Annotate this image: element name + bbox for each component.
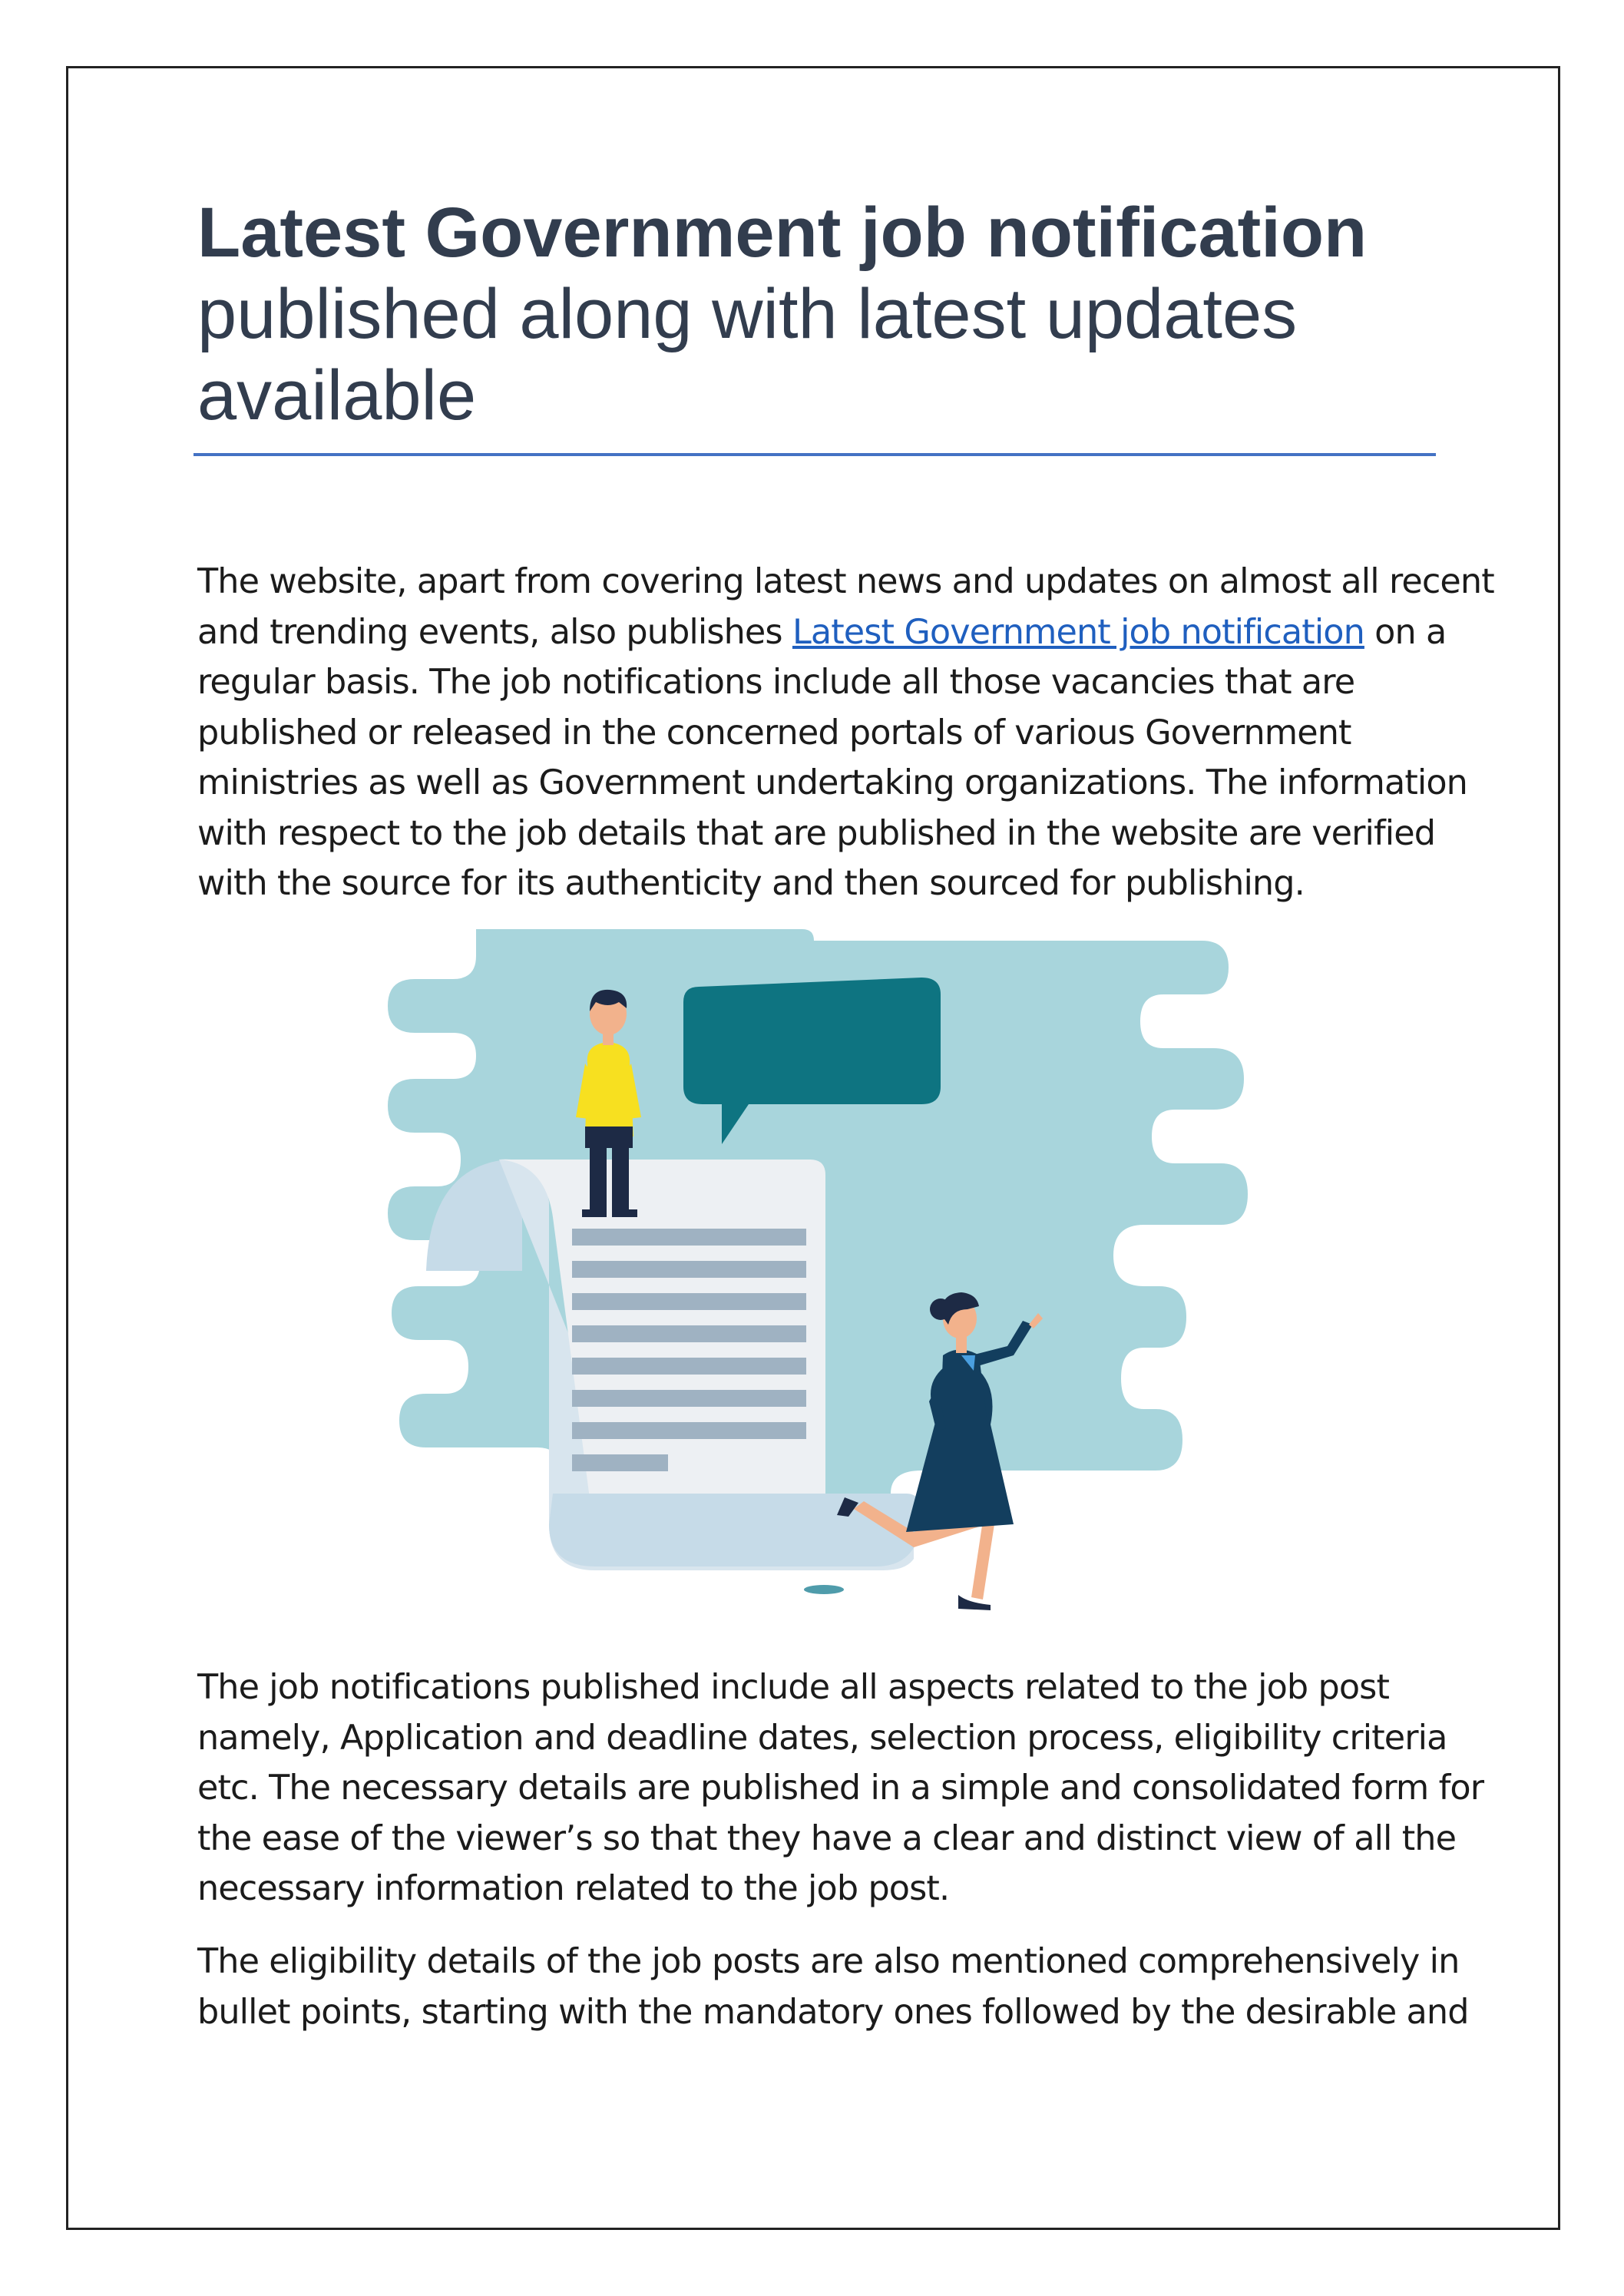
paragraph-line: The eligibility details of the job posts are also mentioned comprehensively in [197,1942,1460,1981]
paragraph-line: with the source for its authenticity and then sourced for publishing. [197,864,1305,903]
paragraph-line: the ease of the viewer’s so that they have a clear and distinct view of all the [197,1818,1457,1858]
eligibility-paragraph [197,1937,1469,2037]
paragraph-line: regular basis. The job notifications include all those vacancies that are [197,663,1355,702]
paragraph-line: with respect to the job details that are published in the website are verified [197,813,1436,853]
government-job-notification-link[interactable]: Latest Government job notification [792,612,1364,652]
title-regular-line-1: published along with latest updates [197,275,1298,353]
paragraph-line-with-link [197,607,1457,658]
paragraph-line: namely, Application and deadline dates, selection process, eligibility criteria [197,1718,1447,1758]
job-notification-illustration [384,925,1252,1639]
paragraph-line: The website, apart from covering latest news and updates on almost all recent [197,562,1494,601]
intro-paragraph [197,557,1494,909]
paragraph-line: ministries as well as Government undertaking organizations. The information [197,763,1467,802]
page-title [197,192,1441,436]
paragraph-text: and trending events, also publishes [197,612,792,652]
title-regular-line-2: available [197,356,477,435]
paragraph-line: bullet points, starting with the mandatory ones followed by the desirable and [197,1992,1469,2032]
title-underline-rule [193,453,1436,456]
details-paragraph [197,1662,1484,1914]
paragraph-text: on a [1364,612,1447,652]
paragraph-line: The job notifications published include all aspects related to the job post [197,1668,1390,1707]
title-bold-line: Latest Government job notification [197,194,1368,272]
paragraph-line: etc. The necessary details are published in a simple and consolidated form for [197,1768,1484,1808]
paragraph-line: published or released in the concerned portals of various Government [197,713,1351,753]
paragraph-line: necessary information related to the job post. [197,1869,950,1908]
